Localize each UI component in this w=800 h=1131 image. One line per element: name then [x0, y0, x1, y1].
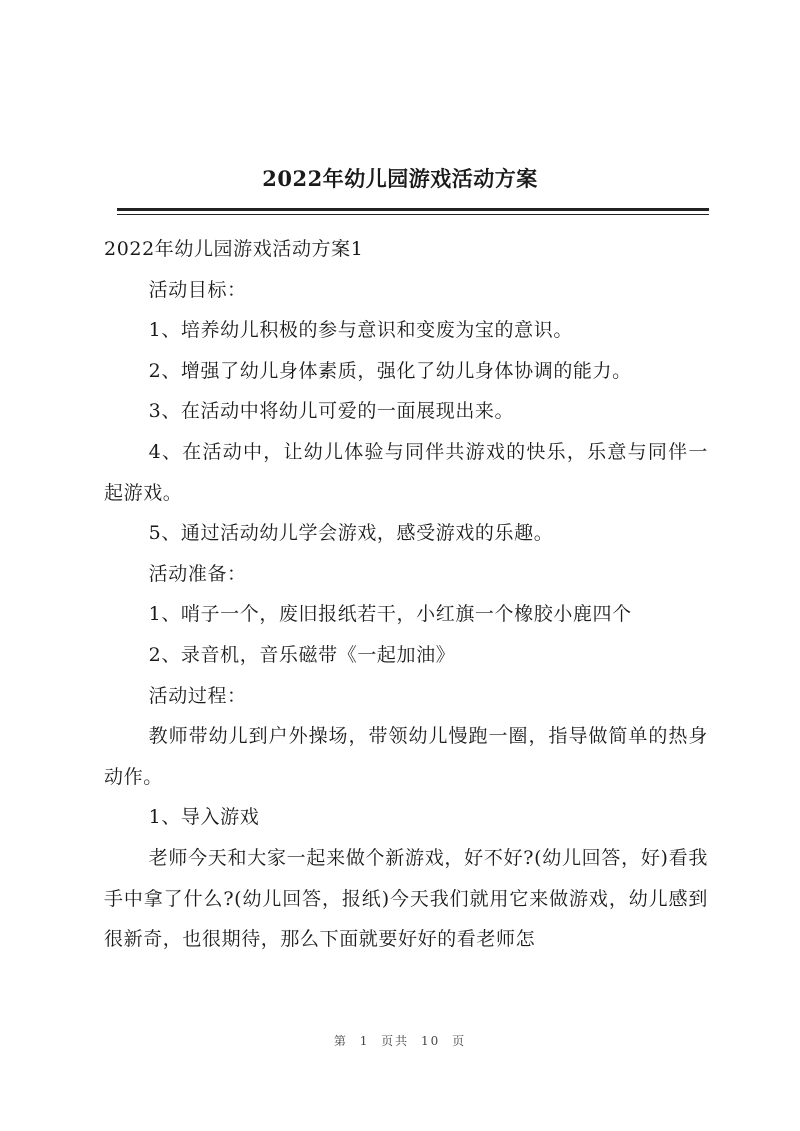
paragraph: 1、导入游戏: [148, 806, 260, 829]
paragraph: 活动目标：: [148, 278, 247, 301]
section-heading: 2022年幼儿园游戏活动方案1: [104, 238, 364, 260]
paragraph: 2、录音机，音乐磁带《一起加油》: [148, 643, 456, 666]
paragraph: 3、在活动中将幼儿可爱的一面展现出来。: [148, 400, 515, 423]
document-body: [104, 229, 708, 960]
paragraph: 2、增强了幼儿身体素质，强化了幼儿身体协调的能力。: [148, 359, 632, 382]
title-divider-thick: [117, 208, 709, 211]
paragraph: 活动过程：: [148, 684, 247, 707]
document-title: 2022年幼儿园游戏活动方案: [262, 166, 538, 191]
paragraph: 1、培养幼儿积极的参与意识和变废为宝的意识。: [148, 319, 573, 342]
title-divider-thin: [117, 214, 709, 215]
paragraph: 老师今天和大家一起来做个新游戏，好不好?(幼儿回答，好)看我手中拿了什么?(幼儿回答，报纸)今天我们就用它来做游戏，幼儿感到很新奇，也很期待，那么下面就要好好的看老师怎: [104, 846, 708, 951]
paragraph: 5、通过活动幼儿学会游戏，感受游戏的乐趣。: [148, 522, 554, 545]
paragraph: 活动准备：: [148, 562, 247, 585]
paragraph: 教师带幼儿到户外操场，带领幼儿慢跑一圈，指导做简单的热身动作。: [104, 725, 708, 788]
paragraph: 4、在活动中，让幼儿体验与同伴共游戏的快乐，乐意与同伴一起游戏。: [104, 440, 708, 504]
paragraph: 1、哨子一个，废旧报纸若干，小红旗一个橡胶小鹿四个: [148, 603, 632, 626]
page-footer: 第 1 页共 10 页: [333, 1034, 467, 1048]
